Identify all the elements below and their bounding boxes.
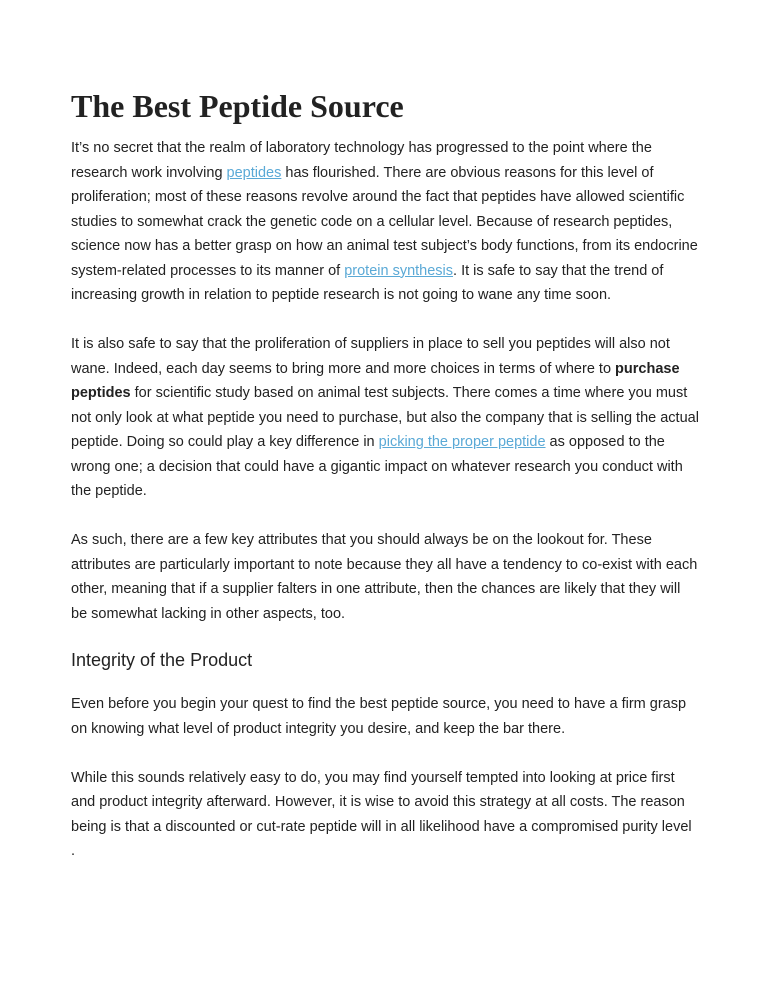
picking-proper-peptide-link[interactable]: picking the proper peptide	[378, 434, 546, 450]
peptides-link[interactable]: peptides	[226, 164, 282, 181]
suppliers-paragraph	[71, 332, 699, 504]
integrity-paragraph-2: While this sounds relatively easy to do, you may find yourself tempted into looking at price first and product integrity afterward. However, it is wise to avoid this strategy at all costs. The reason being is that a discounted or cut-rate peptide will in all likelihood have a compromised purity level .	[71, 769, 692, 859]
intro-text-2: has flourished. There are obvious reasons for this level of proliferation; most of these reasons revolve around the fact that peptides have allowed scientific studies to somewhat crack the genetic code on a cellular level. Because of research peptides, science now has a better grasp on how an animal test subject’s body functions, from its endocrine system-related processes to its manner of	[71, 164, 698, 279]
integrity-paragraph-1: Even before you begin your quest to find the best peptide source, you need to have a firm grasp on knowing what level of product integrity you desire, and keep the bar there.	[71, 696, 687, 737]
document-page	[71, 86, 699, 864]
purchase-peptides-bold: purchase peptides	[71, 360, 680, 401]
suppliers-text-2: for scientific study based on animal test subjects. There comes a time where you must not only look at what peptide you need to purchase, but also the company that is selling the actual peptide. Doing so could play a key difference in	[71, 385, 699, 450]
intro-paragraph	[71, 136, 699, 308]
intro-text-1: It’s no secret that the realm of laboratory technology has progressed to the point where the research work involving	[71, 140, 652, 181]
suppliers-text-1: It is also safe to say that the proliferation of suppliers in place to sell you peptides will also not wane. Indeed, each day seems to bring more and more choices in terms of where to	[71, 336, 670, 377]
section-heading-integrity: Integrity of the Product	[71, 650, 253, 670]
attributes-paragraph: As such, there are a few key attributes that you should always be on the lookout for. These attributes are particularly important to note because they all have a tendency to co-exist with each other, meaning that if a supplier falters in one attribute, then the chances are likely that they will be somewhat lacking in other aspects, too.	[71, 532, 698, 622]
suppliers-text-3: as opposed to the wrong one; a decision that could have a gigantic impact on whatever research you conduct with the peptide.	[71, 434, 683, 499]
page-title: The Best Peptide Source	[71, 88, 404, 124]
protein-synthesis-link[interactable]: protein synthesis	[344, 262, 454, 279]
intro-text-3: . It is safe to say that the trend of increasing growth in relation to peptide research is not going to wane any time soon.	[71, 262, 664, 303]
